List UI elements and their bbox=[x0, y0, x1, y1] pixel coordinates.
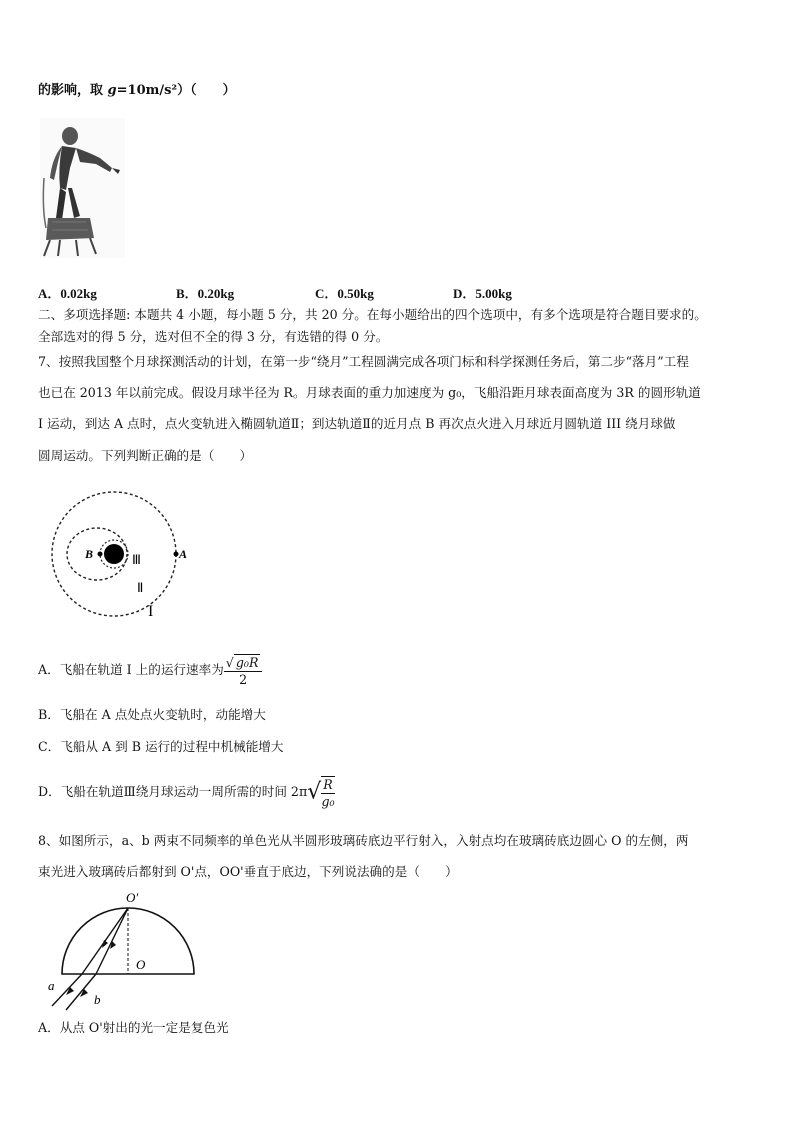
q6-tail-text bbox=[38, 82, 236, 100]
section2-line1: 二、多项选择题: 本题共 4 小题，每小题 5 分，共 20 分。在每小题给出的四个选项中，有多个选项是符合题目要求的。 bbox=[38, 307, 707, 322]
label-o: O bbox=[136, 957, 146, 972]
q7-stem-line1: 7、按照我国整个月球探测活动的计划，在第一步“绕月”工程圆满完成各项门标和科学探测任务后，第二步“落月”工程 bbox=[38, 354, 689, 369]
point-b bbox=[98, 552, 103, 557]
label-b-ray: b bbox=[94, 992, 101, 1007]
q7-option-a-denominator: 2 bbox=[239, 671, 248, 687]
label-i: I bbox=[148, 603, 154, 620]
q8-option-a[interactable]: A．从点 O'射出的光一定是复色光 bbox=[38, 1020, 229, 1035]
q7-option-c[interactable]: C．飞船从 A 到 B 运行的过程中机械能增大 bbox=[38, 739, 284, 754]
q7-option-d[interactable] bbox=[38, 772, 335, 813]
q7-stem-line4: 圆周运动。下列判断正确的是（ ） bbox=[38, 448, 253, 463]
arrow-a bbox=[66, 987, 74, 995]
ray-a-in bbox=[52, 974, 82, 1006]
label-ii: Ⅱ bbox=[137, 580, 144, 595]
q6-option-c[interactable]: C．0.50kg bbox=[315, 286, 374, 301]
q6-tail-g: g bbox=[107, 83, 117, 98]
q7-option-a-fraction bbox=[224, 654, 263, 688]
jetpack-photo bbox=[40, 118, 125, 258]
q6-option-b[interactable]: B．0.20kg bbox=[176, 286, 235, 301]
q7-option-a-radicand: g₀R bbox=[235, 654, 259, 670]
q8-stem-line2: 束光进入玻璃砖后都射到 O'点，OO'垂直于底边，下列说法确的是（ ） bbox=[38, 864, 458, 879]
q7-option-b[interactable]: B．飞船在 A 点处点火变轨时，动能增大 bbox=[38, 707, 266, 722]
q7-option-a-numerator: √ g₀R bbox=[224, 654, 263, 672]
label-a: A bbox=[179, 547, 188, 561]
orbit-diagram bbox=[44, 488, 188, 623]
q6-tail-c: =10m/s²）（ ） bbox=[116, 83, 236, 98]
q8-stem-line1: 8、如图所示，a、b 两束不同频率的单色光从半圆形玻璃砖底边平行射入，入射点均在玻璃砖底边圆心 O 的左侧，两 bbox=[38, 833, 689, 848]
q7-option-a[interactable] bbox=[38, 652, 262, 688]
q6-option-a[interactable]: A．0.02kg bbox=[38, 286, 97, 301]
label-iii: Ⅲ bbox=[132, 552, 141, 567]
q7-stem-line3: I 运动，到达 A 点时，点火变轨进入椭圆轨道Ⅱ；到达轨道Ⅱ的近月点 B 再次点火进入月球近月圆轨道 III 绕月球做 bbox=[38, 416, 676, 431]
q7-option-d-numerator: R bbox=[323, 776, 333, 792]
section2-line2: 全部选对的得 5 分，选对但不全的得 3 分，有选错的得 0 分。 bbox=[38, 329, 389, 344]
q7-option-d-text: D．飞船在轨道Ⅲ绕月球运动一周所需的时间 2π bbox=[38, 784, 308, 799]
arrow-b bbox=[80, 989, 88, 997]
label-a-ray: a bbox=[48, 978, 55, 993]
point-a bbox=[174, 552, 179, 557]
q7-option-d-fraction bbox=[321, 776, 334, 810]
label-b: B bbox=[85, 547, 94, 561]
glass-brick-diagram bbox=[40, 888, 200, 1016]
moon bbox=[104, 544, 124, 564]
q7-stem-line2: 也已在 2013 年以前完成。假设月球半径为 R。月球表面的重力加速度为 g₀，飞船沿距月球表面高度为 3R 的圆形轨道 bbox=[38, 385, 701, 400]
q7-option-a-text: A．飞船在轨道 I 上的运行速率为 bbox=[38, 662, 224, 677]
q7-option-d-denominator: g₀ bbox=[321, 793, 335, 809]
q6-option-d[interactable]: D．5.00kg bbox=[453, 286, 512, 301]
sqrt-symbol: √ bbox=[307, 779, 322, 805]
q6-tail-a: 的影响，取 bbox=[38, 83, 108, 98]
label-o-prime: O′ bbox=[126, 890, 139, 905]
